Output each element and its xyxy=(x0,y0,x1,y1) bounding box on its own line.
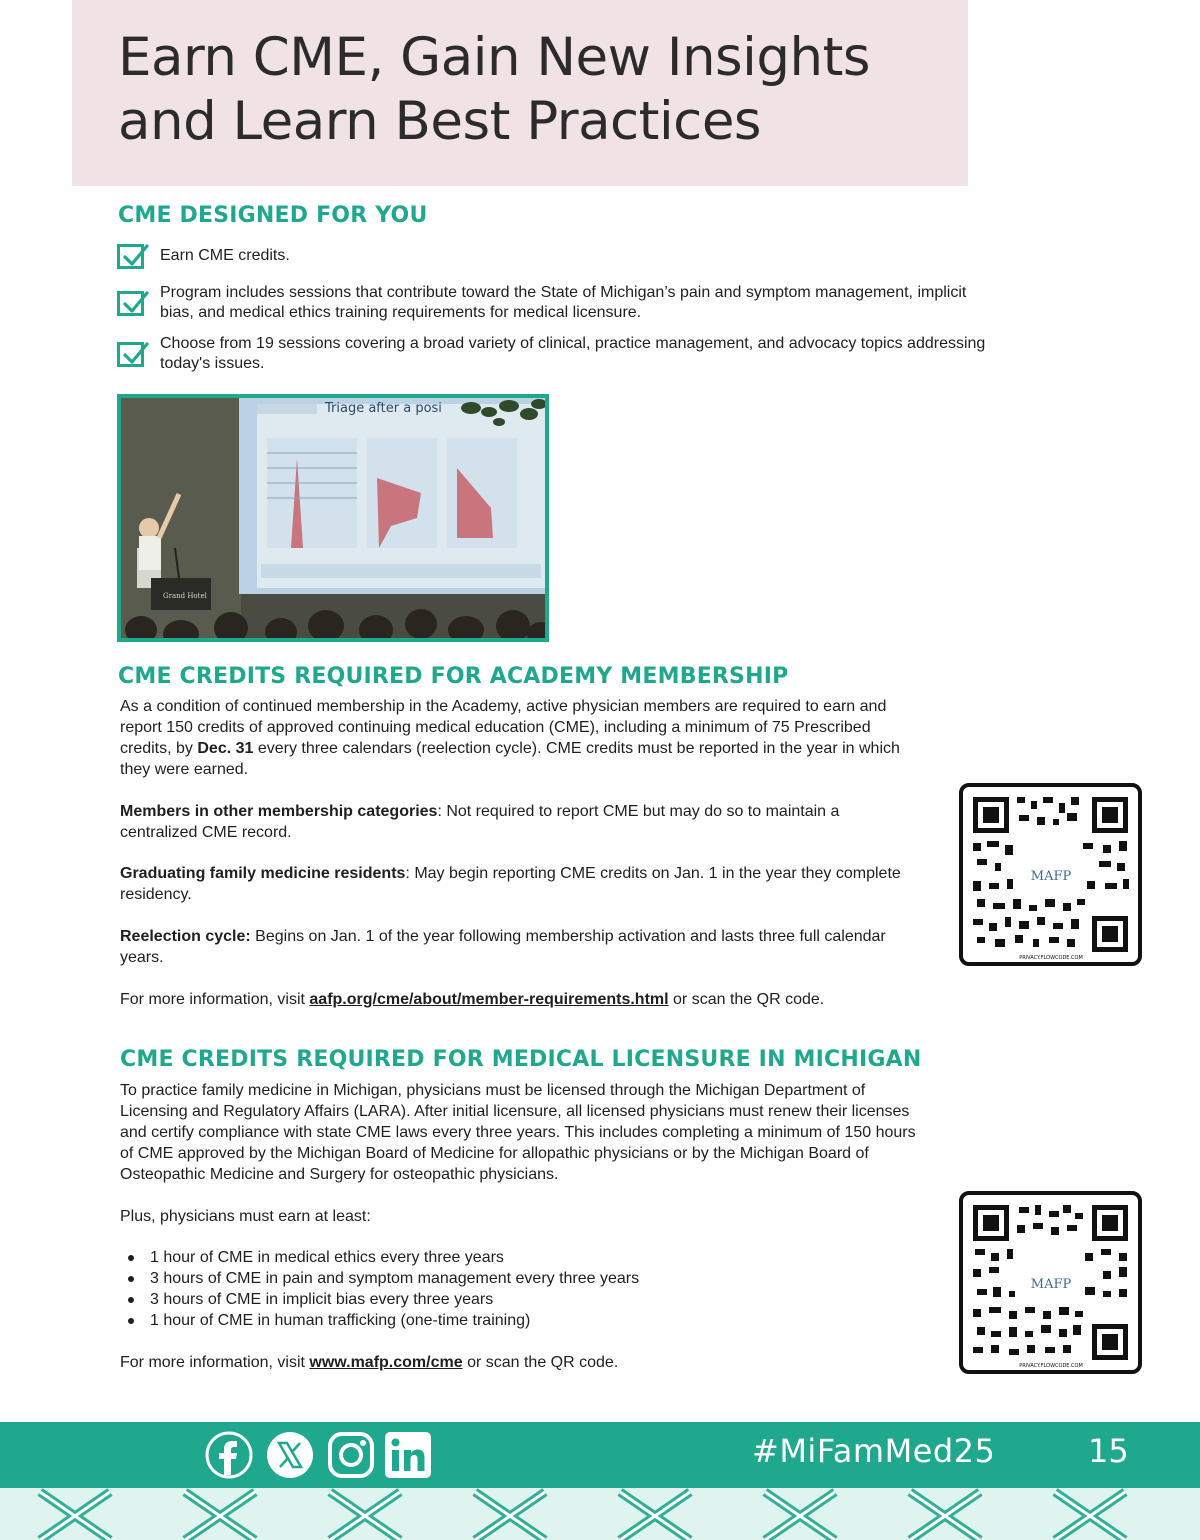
licensure-plus-text: Plus, physicians must earn at least: xyxy=(120,1208,371,1225)
check-item xyxy=(117,283,987,323)
graduating-residents xyxy=(120,863,920,905)
conference-photo xyxy=(117,394,549,642)
qr-logo-text: MAFP xyxy=(1030,1277,1072,1292)
check-item xyxy=(117,334,987,374)
licensure-more-info xyxy=(120,1352,920,1373)
more-info-text: For more information, visit xyxy=(120,1354,310,1371)
deadline-date: Dec. 31 xyxy=(197,740,254,757)
residents-text: : May begin reporting CME credits on Jan. 1 in the year they complete residency. xyxy=(120,865,901,903)
more-info-text: For more information, visit xyxy=(120,991,310,1008)
instagram-icon[interactable] xyxy=(327,1431,375,1479)
qr-code-aafp[interactable] xyxy=(959,783,1142,966)
footer-bar xyxy=(0,1422,1200,1488)
mafp-cme-link[interactable]: www.mafp.com/cme xyxy=(309,1354,463,1371)
check-item-text: Choose from 19 sessions covering a broad variety of clinical, practice management, and advocacy topics addressing today's issues. xyxy=(160,335,986,372)
facebook-icon[interactable] xyxy=(205,1431,253,1479)
list-item: 3 hours of CME in pain and symptom management every three years xyxy=(150,1268,920,1289)
page-number: 15 xyxy=(1088,1432,1129,1470)
list-item: 1 hour of CME in medical ethics every three years xyxy=(150,1247,920,1268)
hashtag: #MiFamMed25 xyxy=(752,1432,996,1470)
academy-paragraph xyxy=(120,696,920,780)
check-item-text: Earn CME credits. xyxy=(160,247,290,264)
licensure-paragraph: To practice family medicine in Michigan, physicians must be licensed through the Michigan Department of Licensing and Regulatory Affairs (LARA). After initial licensure, all licensed physicians must renew their licenses and certify compliance with state CME laws every three years. This includes completing a minimum of 150 hours of CME approved by the Michigan Board of Medicine for allopathic physicians or by the Michigan Board of Osteopathic Medicine and Surgery for osteopathic physicians. xyxy=(120,1082,916,1183)
check-item xyxy=(117,243,987,269)
section-heading-designed: CME DESIGNED FOR YOU xyxy=(118,203,428,228)
list-item: 3 hours of CME in implicit bias every three years xyxy=(150,1289,920,1310)
checkbox-icon xyxy=(117,342,144,367)
members-text: : Not required to report CME but may do so to maintain a centralized CME record. xyxy=(120,803,840,841)
slide-title: Triage after a posi xyxy=(325,401,442,416)
qr-code-mafp[interactable] xyxy=(959,1191,1142,1374)
linkedin-icon[interactable] xyxy=(384,1431,432,1479)
x-icon[interactable] xyxy=(266,1431,314,1479)
licensure-requirements-list xyxy=(120,1247,920,1331)
members-label: Members in other membership categories xyxy=(120,803,438,820)
page-title xyxy=(118,26,938,154)
section-heading-licensure: CME CREDITS REQUIRED FOR MEDICAL LICENSURE IN MICHIGAN xyxy=(120,1047,922,1072)
more-info-text: or scan the QR code. xyxy=(462,1354,619,1371)
more-info-text: or scan the QR code. xyxy=(668,991,825,1008)
qr-logo-text: MAFP xyxy=(1030,869,1072,884)
residents-label: Graduating family medicine residents xyxy=(120,865,406,882)
reelection-text: Begins on Jan. 1 of the year following membership activation and lasts three full calendar years. xyxy=(120,928,886,966)
checkbox-icon xyxy=(117,244,144,269)
academy-paragraph-text: every three calendars (reelection cycle). CME credits must be reported in the year in which they were earned. xyxy=(120,740,900,778)
list-item: 1 hour of CME in human trafficking (one-time training) xyxy=(150,1310,920,1331)
qr-caption: PRIVACY.FLOWCODE.COM xyxy=(1019,1363,1083,1369)
reelection-cycle xyxy=(120,926,920,968)
academy-more-info xyxy=(120,989,920,1010)
members-other-categories xyxy=(120,801,920,843)
qr-caption: PRIVACY.FLOWCODE.COM xyxy=(1019,955,1083,961)
reelection-label: Reelection cycle: xyxy=(120,928,251,945)
academy-paragraph-text: As a condition of continued membership in the Academy, active physician members are required to earn and report 150 credits of approved continuing medical education (CME), including a minimum of 75 Prescribed credits, by xyxy=(120,698,887,757)
check-item-text: Program includes sessions that contribute toward the State of Michigan’s pain and symptom management, implicit bias, and medical ethics training requirements for medical licensure. xyxy=(160,284,967,321)
podium-text: Grand Hotel xyxy=(163,592,207,600)
page-title-line-2: and Learn Best Practices xyxy=(118,91,762,152)
checkbox-icon xyxy=(117,291,144,316)
section-heading-academy: CME CREDITS REQUIRED FOR ACADEMY MEMBERSHIP xyxy=(118,664,789,689)
page-title-line-1: Earn CME, Gain New Insights xyxy=(118,27,871,88)
footer-pattern xyxy=(0,1488,1200,1540)
aafp-requirements-link[interactable]: aafp.org/cme/about/member-requirements.html xyxy=(309,991,669,1008)
